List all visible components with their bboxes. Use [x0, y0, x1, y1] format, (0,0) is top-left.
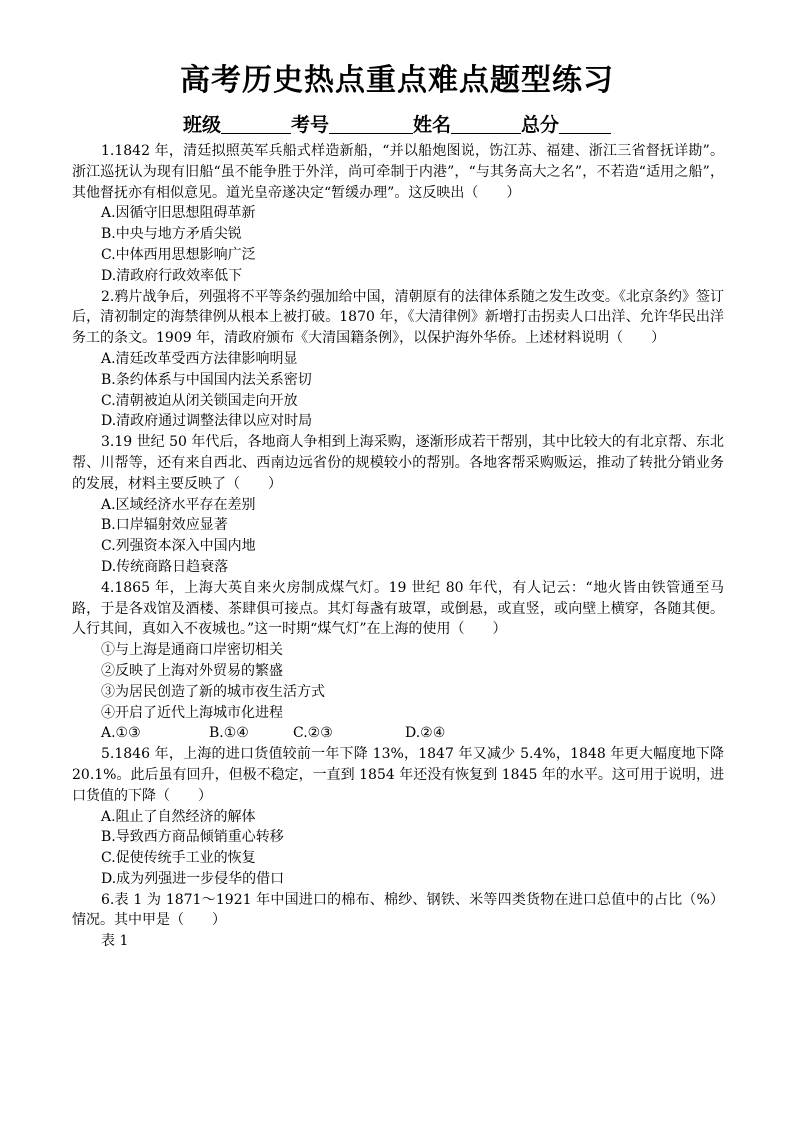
class-blank[interactable] — [221, 113, 291, 134]
page-title: 高考历史热点重点难点题型练习 — [180, 63, 614, 98]
question-3-option-d: D.传统商路日趋衰落 — [101, 558, 229, 575]
name-blank[interactable] — [451, 113, 521, 134]
name-label: 姓名 — [413, 114, 452, 136]
question-3-stem: 3.19 世纪 50 年代后，各地商人争相到上海采购，逐渐形成若干帮别，其中比较大的有北京帮、东北帮、川帮等，还有来自西北、西南边远省份的规模较小的帮别。各地客帮采购贩运，推动了转批分销业务的发展，材料主要反映了（ ） — [72, 434, 724, 492]
question-1-option-b: B.中央与地方矛盾尖锐 — [101, 226, 242, 243]
class-label: 班级 — [182, 114, 221, 136]
question-1-option-a: A.因循守旧思想阻碍革新 — [101, 205, 256, 222]
question-4-statement-4: ④开启了近代上海城市化进程 — [101, 704, 283, 721]
question-2-option-a: A.清廷改革受西方法律影响明显 — [101, 350, 298, 367]
question-4-choice-a: A.①③ — [101, 725, 141, 742]
question-1-stem: 1.1842 年，清廷拟照英军兵船式样造新船，“并以船炮图说，饬江苏、福建、浙江三省督抚详勘”。浙江巡抚认为现有旧船“虽不能争胜于外洋，尚可牵制于内港”，“与其务高大之名”，不若造“适用之船”，其他督抚亦有相似意见。道光皇帝遂决定“暂缓办理”。这反映出（ ） — [72, 143, 724, 201]
total-score-blank[interactable] — [559, 113, 611, 134]
question-2-option-c: C.清朝被迫从闭关锁国走向开放 — [101, 392, 298, 409]
question-4-statement-1: ①与上海是通商口岸密切相关 — [101, 642, 283, 659]
question-4-statement-2: ②反映了上海对外贸易的繁盛 — [101, 662, 283, 679]
question-5-option-d: D.成为列强进一步侵华的借口 — [101, 870, 285, 887]
question-6-stem: 6.表 1 为 1871～1921 年中国进口的棉布、棉纱、钢铁、米等四类货物在进口总值中的占比（%）情况。其中甲是（ ） — [72, 891, 724, 929]
question-1-option-d: D.清政府行政效率低下 — [101, 267, 243, 284]
question-3-option-a: A.区域经济水平存在差别 — [101, 496, 256, 513]
total-score-label: 总分 — [521, 114, 560, 136]
question-5-stem: 5.1846 年，上海的进口货值较前一年下降 13%，1847 年又减少 5.4%，1848 年更大幅度地下降 20.1%。此后虽有回升，但极不稳定，一直到 1854 年还没有恢复到 1845 年的水平。这可用于说明，进口货值的下降（ ） — [72, 746, 724, 804]
exam-number-label: 考号 — [290, 114, 329, 136]
question-4-choice-b: B.①④ — [209, 725, 249, 742]
question-4-statement-3: ③为居民创造了新的城市夜生活方式 — [101, 683, 325, 700]
question-4-choices — [72, 723, 724, 744]
question-4-choice-c: C.②③ — [293, 725, 333, 742]
question-1-option-c: C.中体西用思想影响广泛 — [101, 246, 256, 263]
questions-area — [72, 141, 724, 952]
question-5-option-c: C.促使传统手工业的恢复 — [101, 850, 256, 867]
question-3-option-c: C.列强资本深入中国内地 — [101, 538, 256, 555]
question-4-stem: 4.1865 年，上海大英自来火房制成煤气灯。19 世纪 80 年代，有人记云：“地火皆由铁管通至马路，于是各戏馆及酒楼、茶肆俱可接点。其灯每盏有玻罩，或倒悬，或直竖，或向壁上横穿，各随其便。人行其间，真如入不夜城也。”这一时期“煤气灯”在上海的使用（ ） — [72, 579, 724, 638]
question-2-option-b: B.条约体系与中国国内法关系密切 — [101, 371, 312, 388]
question-2-option-d: D.清政府通过调整法律以应对时局 — [101, 413, 313, 430]
table-1-label: 表 1 — [101, 933, 129, 950]
question-5-option-a: A.阻止了自然经济的解体 — [101, 808, 256, 825]
question-3-option-b: B.口岸辐射效应显著 — [101, 517, 228, 534]
student-info-line — [0, 112, 794, 138]
question-5-option-b: B.导致西方商品倾销重心转移 — [101, 829, 284, 846]
exam-number-blank[interactable] — [329, 113, 413, 134]
question-4-choice-d: D.②④ — [405, 725, 446, 742]
question-2-stem: 2.鸦片战争后，列强将不平等条约强加给中国，清朝原有的法律体系随之发生改变。《北京条约》签订后，清初制定的海禁律例从根本上被打破。1870 年，《大清律例》新增打击拐卖人口出洋、允许华民出洋务工的条文。1909 年，清政府颁布《大清国籍条例》，以保护海外华侨。上述材料说明（ ） — [72, 288, 724, 347]
